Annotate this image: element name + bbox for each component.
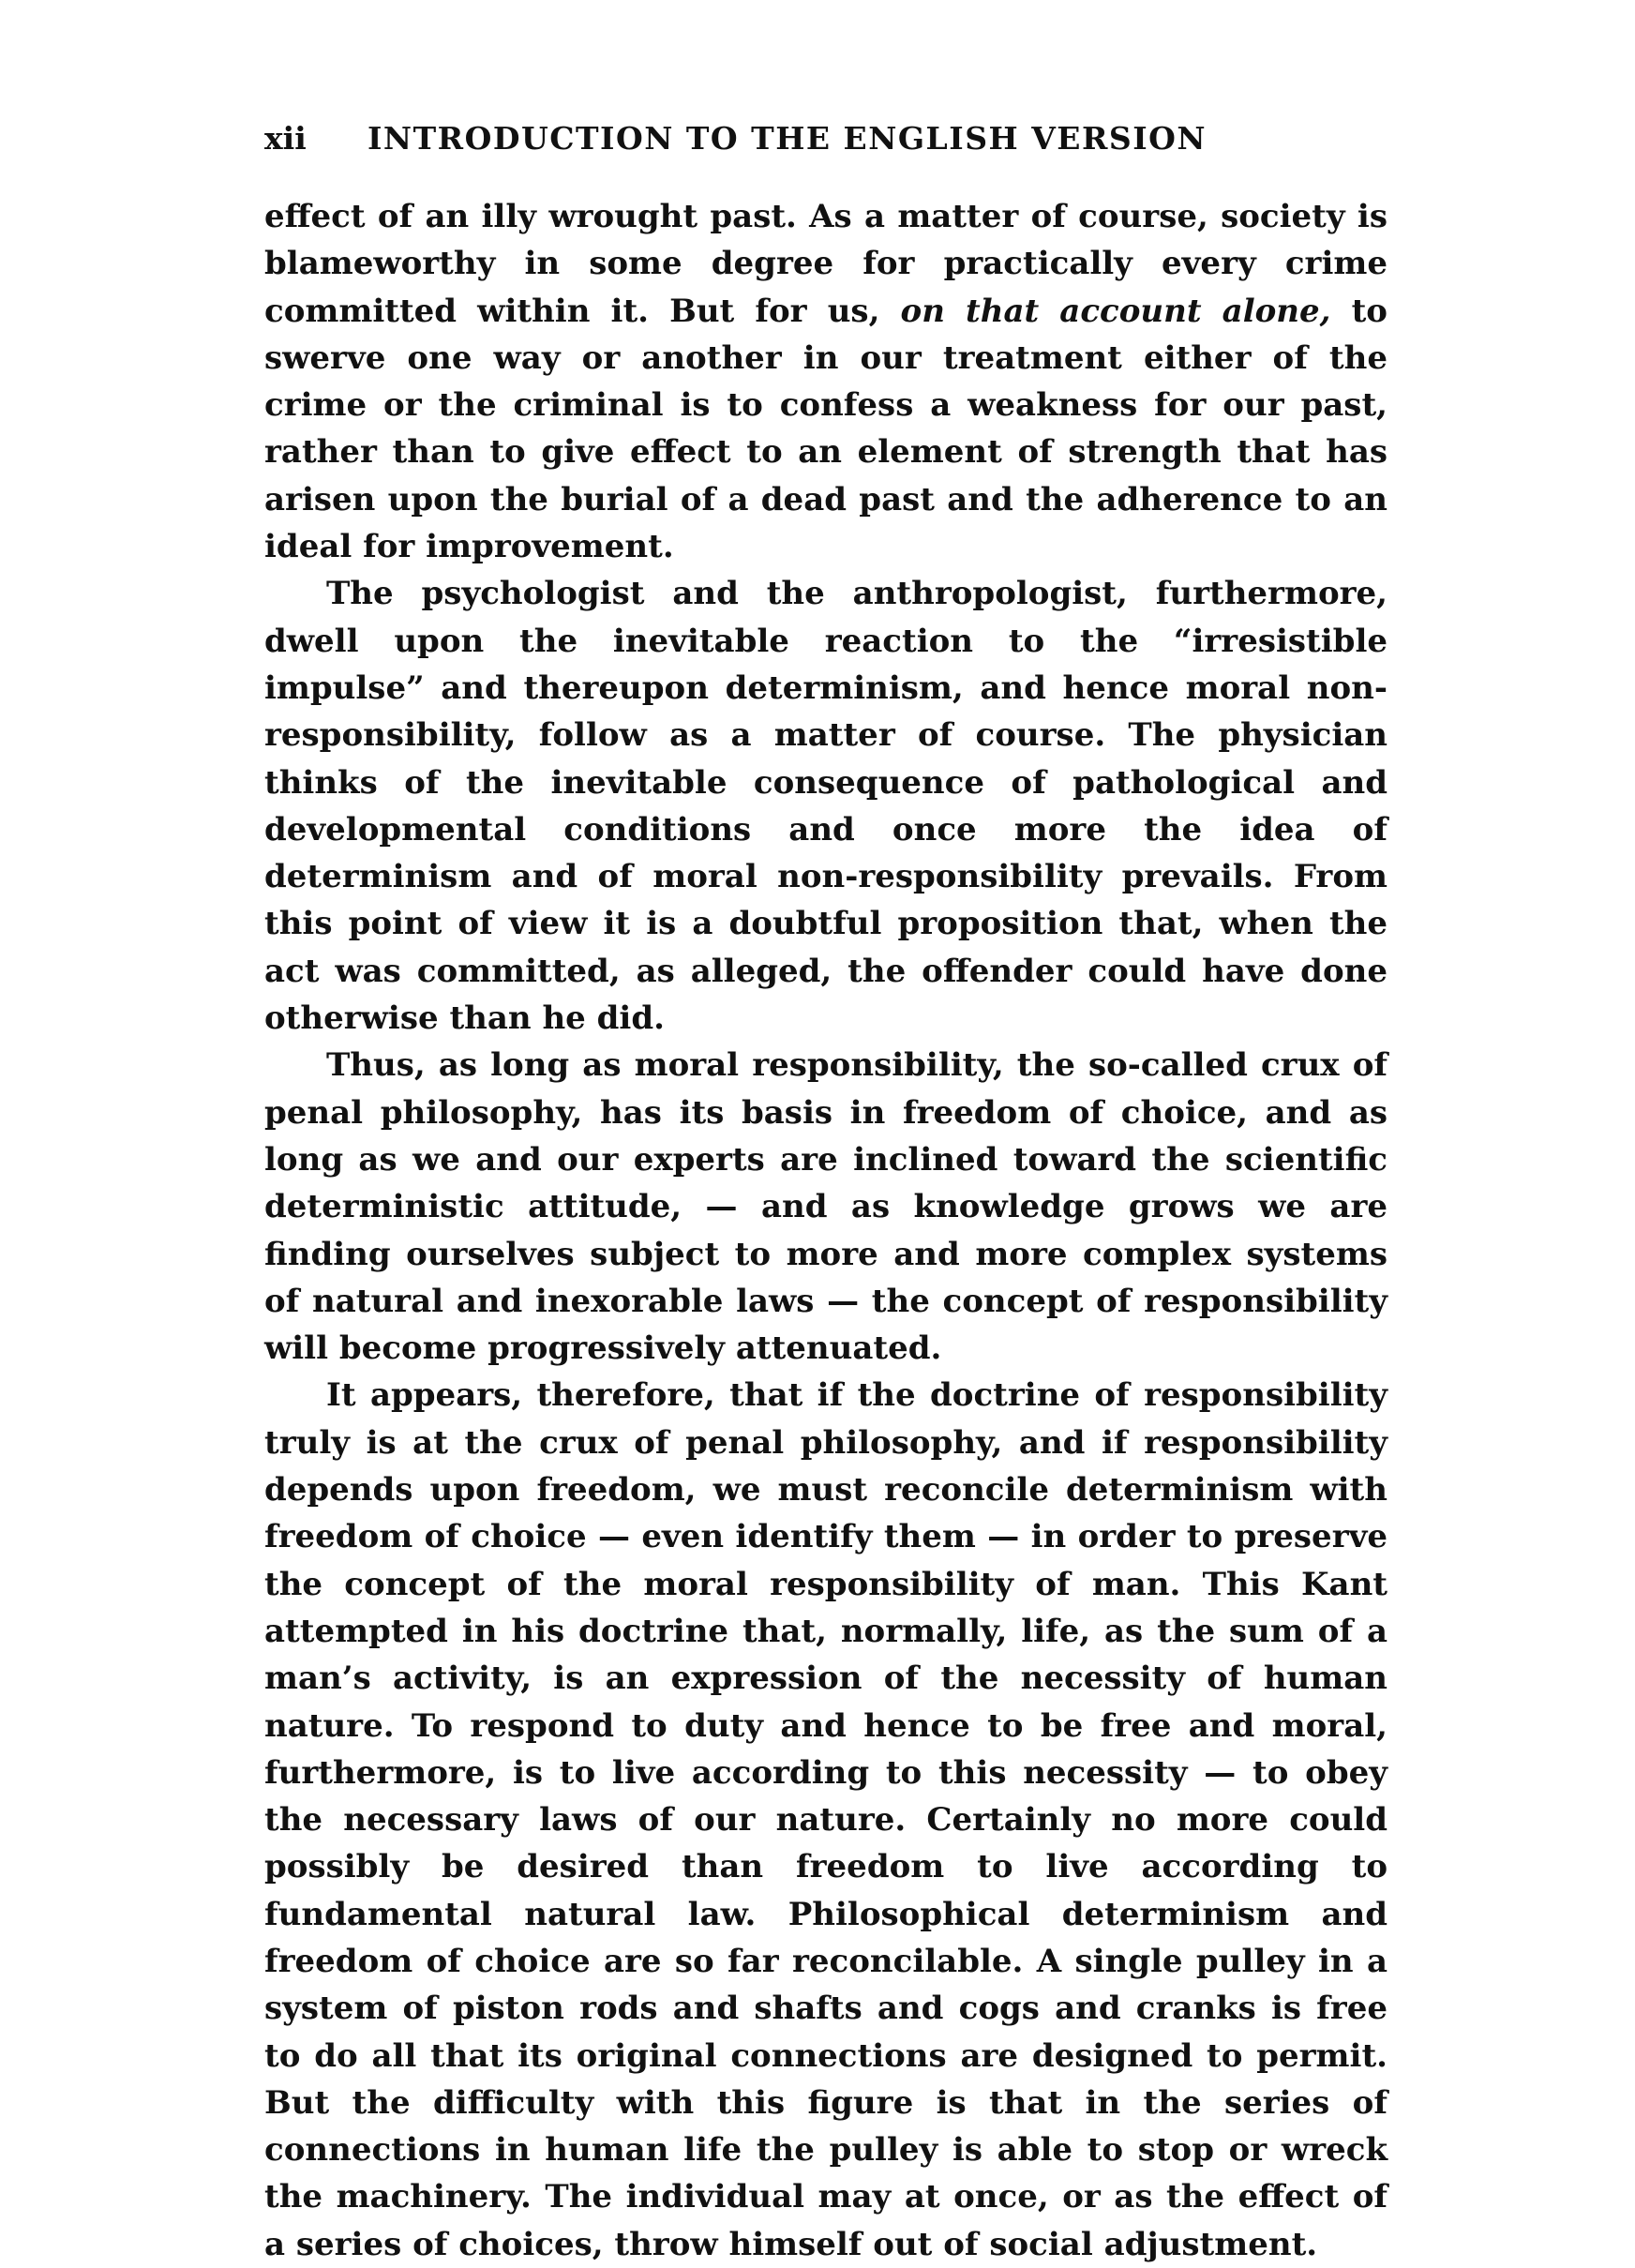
body-text (264, 193, 1388, 2268)
paragraph-1 (264, 193, 1388, 570)
paragraph-3: Thus, as long as moral responsibility, the so-called crux of penal philosophy, has its basis in freedom of choice, and as long as we and our experts are inclined toward the scientific deterministic attitude, — and as knowledge grows we are finding ourselves subject to more and more complex systems of natural and inexorable laws — the concept of responsibility will become progressively attenuated. (264, 1046, 1388, 1368)
paragraph-4: It appears, therefore, that if the doctrine of responsibility truly is at the crux of penal philosophy, and if responsibility depends upon freedom, we must reconcile determinism with freedom of choice — even identify them — in order to preserve the concept of the moral responsibility of man. This Kant attempted in his doctrine that, normally, life, as the sum of a man’s activity, is an expression of the necessity of human nature. To respond to duty and hence to be free and moral, furthermore, is to live according to this necessity — to obey the necessary laws of our nature. Certainly no more could possibly be desired than freedom to live according to fundamental natural law. Philosophical determinism and freedom of choice are so far reconcilable. A single pulley in a system of piston rods and shafts and cogs and cranks is free to do all that its original connections are designed to permit. But the difficulty with this figure is that in the series of connections in human life the pulley is able to stop or wreck the machinery. The individual may at once, or as the effect of a series of choices, throw himself out of social adjustment. (264, 1376, 1388, 2263)
paragraph-1-text-a: effect of an illy wrought past. As a matter of course, society is blameworthy in some degree for practically every crime committed within it. But for us, (264, 198, 1388, 330)
italic-phrase: on that account alone, (900, 292, 1331, 330)
running-head (264, 120, 1388, 173)
running-title: INTRODUCTION TO THE ENGLISH VERSION (368, 120, 1208, 157)
paragraph-2: The psychologist and the anthropologist, furthermore, dwell upon the inevitable reaction to the “irresistible impulse” and thereupon determinism, and hence moral non-responsibility, follow as a matter of course. The physician thinks of the inevitable consequence of pathological and developmental conditions and once more the idea of determinism and of moral non-responsibility prevails. From this point of view it is a doubtful proposition that, when the act was committed, as alleged, the offender could have done otherwise than he did. (264, 575, 1388, 1038)
page-number: xii (264, 120, 307, 157)
paragraph-1-text-b: to swerve one way or another in our treatment either of the crime or the criminal is to confess a weakness for our past, rather than to give effect to an element of strength that has arisen upon the burial of a dead past and the adherence to an ideal for improvement. (264, 292, 1388, 566)
book-page (264, 120, 1388, 2268)
